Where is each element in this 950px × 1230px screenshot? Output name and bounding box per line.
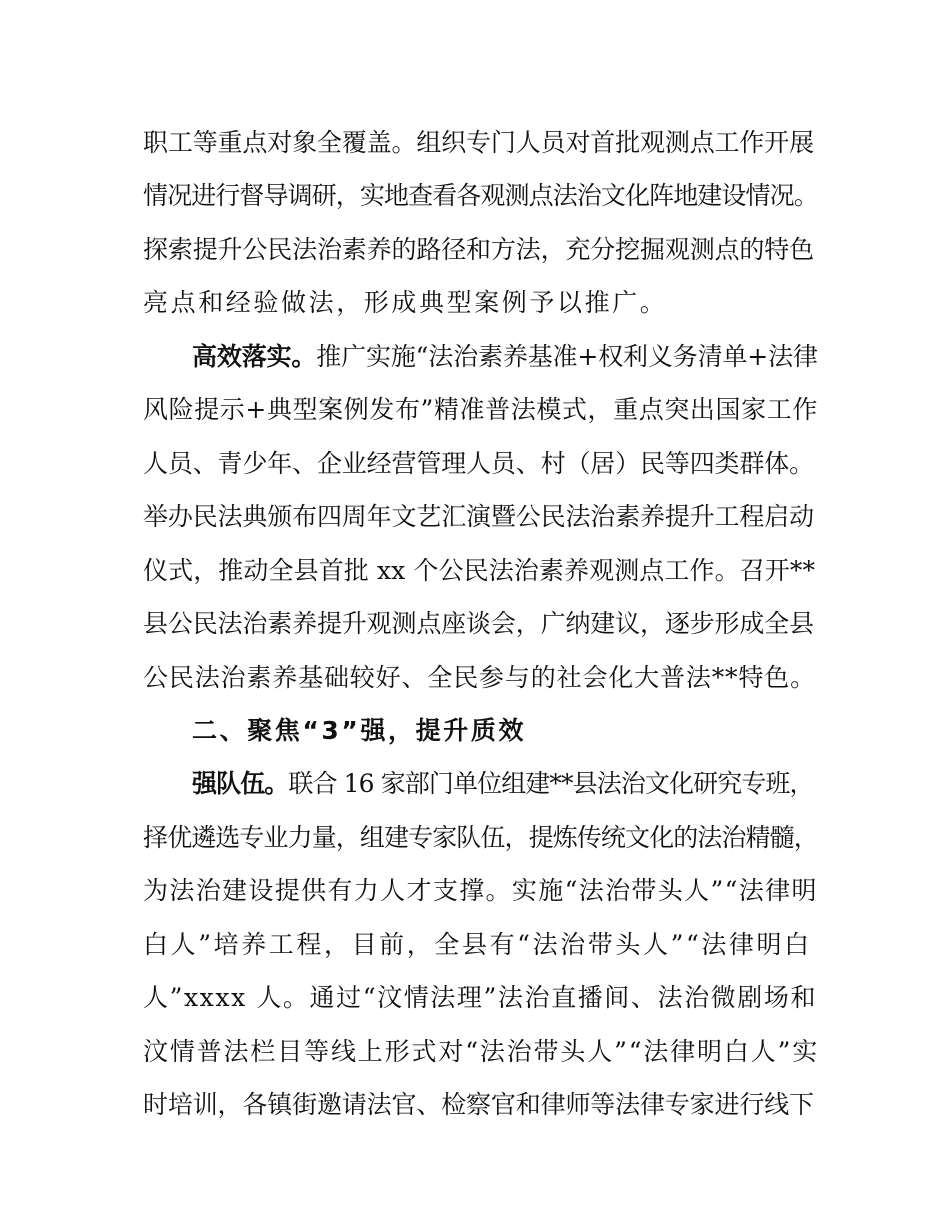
paragraph-3-line-6: 汶情普法栏目等线上形式对“法治带头人”“法律明白人”实	[143, 1037, 820, 1066]
section-heading: 二、聚焦“3”强，提升质效	[192, 716, 527, 745]
paragraph-3-line-1	[192, 766, 814, 802]
paragraph-3-line-4: 白人”培养工程，目前，全县有“法治带头人”“法律明白	[143, 930, 812, 959]
paragraph-2-line-1	[192, 339, 818, 375]
paragraph-2-line-6: 县公民法治素养提升观测点座谈会，广纳建议，逐步形成全县	[143, 609, 814, 638]
paragraph-2-line-4: 举办民法典颁布四周年文艺汇演暨公民法治素养提升工程启动	[143, 502, 814, 531]
paragraph-2-line-3: 人员、青少年、企业经营管理人员、村（居）民等四类群体。	[143, 449, 814, 478]
paragraph-3-line-3: 为法治建设提供有力人才支撑。实施“法治带头人”“法律明	[143, 876, 818, 905]
paragraph-2-heading: 高效落实。	[192, 342, 317, 371]
paragraph-2-line-2: 风险提示+典型案例发布”精准普法模式，重点突出国家工作	[143, 395, 818, 424]
paragraph-1-line-2: 情况进行督导调研，实地查看各观测点法治文化阵地建设情况。	[143, 181, 818, 210]
paragraph-1-line-3: 探索提升公民法治素养的路径和方法，充分挖掘观测点的特色	[143, 235, 814, 264]
paragraph-3-line-1-text: 联合 16 家部门单位组建**县法治文化研究专班，	[288, 769, 814, 798]
paragraph-2-line-7: 公民法治素养基础较好、全民参与的社会化大普法**特色。	[143, 663, 816, 692]
paragraph-3-heading: 强队伍。	[192, 769, 289, 798]
paragraph-3-line-2: 择优遴选专业力量，组建专家队伍，提炼传统文化的法治精髓，	[143, 823, 818, 852]
paragraph-1-line-1: 职工等重点对象全覆盖。组织专门人员对首批观测点工作开展	[143, 128, 814, 157]
paragraph-3-line-5: 人”xxxx 人。通过“汶情法理”法治直播间、法治微剧场和	[143, 983, 818, 1012]
paragraph-3-line-7: 时培训，各镇街邀请法官、检察官和律师等法律专家进行线下	[143, 1090, 814, 1119]
paragraph-1-line-4: 亮点和经验做法，形成典型案例予以推广。	[143, 288, 668, 317]
paragraph-2-line-5: 仪式，推动全县首批 xx 个公民法治素养观测点工作。召开**	[143, 556, 816, 585]
paragraph-2-line-1-text: 推广实施“法治素养基准+权利义务清单+法律	[316, 342, 818, 371]
